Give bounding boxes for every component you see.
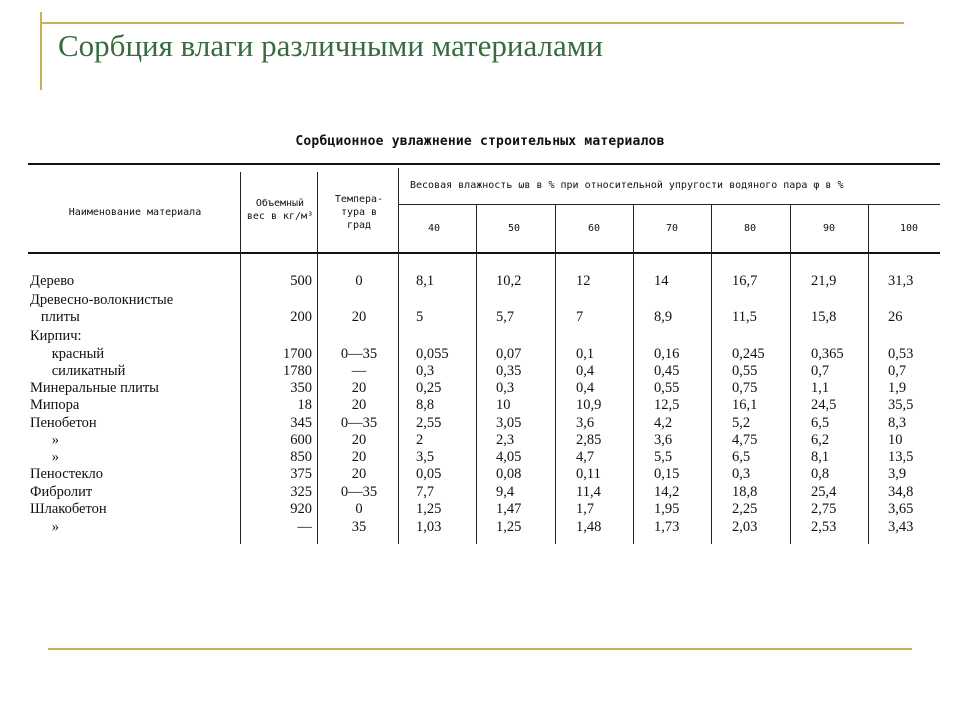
humidity-value-cell: 1,48 [576,519,602,535]
material-name-cell: Дерево [30,273,75,289]
humidity-value-cell: 0,25 [416,380,442,396]
humidity-value-cell: 2 [416,432,424,448]
humidity-value-cell: 3,9 [888,466,907,482]
humidity-value-cell: 1,47 [496,501,522,517]
density-cell: 500 [290,273,312,289]
column-rule [317,172,318,544]
material-name-cell: Кирпич: [30,328,82,344]
humidity-value-cell: 1,1 [811,380,830,396]
humidity-column-header: 60 [588,223,601,234]
humidity-value-cell: 4,05 [496,449,522,465]
humidity-value-cell: 5,7 [496,309,515,325]
header-bottom-rule [28,252,940,254]
humidity-value-cell: 8,9 [654,309,673,325]
humidity-value-cell: 5 [416,309,424,325]
humidity-column-header: 80 [744,223,757,234]
bottom-decor-line [48,648,912,650]
material-name-cell: Пеностекло [30,466,104,482]
density-cell: 920 [290,501,312,517]
temperature-cell: 0—35 [340,346,378,362]
humidity-value-cell: 2,25 [732,501,758,517]
density-cell: 18 [297,397,312,413]
humidity-value-cell: 1,7 [576,501,595,517]
humidity-value-cell: 3,6 [654,432,673,448]
humidity-value-cell: 0,75 [732,380,758,396]
humidity-value-cell: 0,4 [576,380,595,396]
humidity-value-cell: 0,4 [576,363,595,379]
humidity-value-cell: 0,11 [576,466,601,482]
humidity-value-cell: 14,2 [654,484,680,500]
humidity-value-cell: 0,3 [732,466,751,482]
humidity-column-header: 100 [900,223,919,234]
column-rule [711,205,712,544]
temperature-cell: 0—35 [340,415,378,431]
humidity-value-cell: 11,5 [732,309,757,325]
humidity-value-cell: 2,75 [811,501,837,517]
humidity-value-cell: 26 [888,309,903,325]
material-name-cell: » [30,449,59,465]
table-caption: Сорбционное увлажнение строительных материалов [295,134,665,149]
humidity-value-cell: 0,35 [496,363,522,379]
humidity-value-cell: 0,7 [888,363,907,379]
temperature-cell: 20 [351,466,367,482]
material-name-cell: » [30,432,59,448]
humidity-value-cell: 24,5 [811,397,837,413]
humidity-value-cell: 1,95 [654,501,680,517]
humidity-value-cell: 0,16 [654,346,680,362]
density-cell: 850 [290,449,312,465]
temperature-cell: 20 [351,309,367,325]
humidity-value-cell: 15,8 [811,309,837,325]
humidity-value-cell: 4,75 [732,432,758,448]
header-temp-line1: Темпера- [334,194,384,205]
header-density-line2: вес в кг/м³ [246,211,314,222]
humidity-value-cell: 3,6 [576,415,595,431]
material-name-cell: Фибролит [30,484,93,500]
humidity-value-cell: 6,2 [811,432,830,448]
density-cell: 345 [290,415,312,431]
temperature-cell: 20 [351,432,367,448]
humidity-value-cell: 5,5 [654,449,673,465]
humidity-value-cell: 10 [496,397,511,413]
humidity-value-cell: 5,2 [732,415,751,431]
temperature-cell: 20 [351,380,367,396]
column-rule [790,205,791,544]
density-cell: 1780 [283,363,312,379]
material-name-cell: Минеральные плиты [30,380,159,396]
density-cell: 325 [290,484,312,500]
humidity-value-cell: 18,8 [732,484,758,500]
temperature-cell: 0—35 [340,484,378,500]
column-rule [555,205,556,544]
humidity-value-cell: 4,7 [576,449,595,465]
humidity-value-cell: 1,25 [496,519,522,535]
density-cell: 375 [290,466,312,482]
material-name-cell: силикатный [30,363,126,379]
humidity-value-cell: 2,55 [416,415,442,431]
humidity-value-cell: 0,05 [416,466,442,482]
top-decor-line [40,22,904,24]
header-temp-line3: град [346,220,372,231]
humidity-value-cell: 0,245 [732,346,765,362]
header-density-line1: Объемный [255,198,305,209]
humidity-value-cell: 1,73 [654,519,680,535]
humidity-value-cell: 10,2 [496,273,522,289]
header-temp-line2: тура в [340,207,378,218]
left-decor-line [40,12,42,90]
column-rule [240,172,241,544]
humidity-value-cell: 13,5 [888,449,914,465]
slide-title: Сорбция влаги различными материалами [58,28,603,63]
humidity-value-cell: 8,1 [811,449,830,465]
humidity-value-cell: 0,45 [654,363,680,379]
column-rule [476,205,477,544]
column-rule [633,205,634,544]
humidity-value-cell: 16,7 [732,273,758,289]
density-cell: 1700 [283,346,312,362]
humidity-value-cell: 2,3 [496,432,515,448]
humidity-value-cell: 6,5 [811,415,830,431]
humidity-value-cell: 7,7 [416,484,435,500]
humidity-column-header: 50 [508,223,521,234]
humidity-value-cell: 1,25 [416,501,442,517]
humidity-value-cell: 3,05 [496,415,522,431]
humidity-value-cell: 16,1 [732,397,758,413]
humidity-value-cell: 3,5 [416,449,435,465]
humidity-value-cell: 0,08 [496,466,522,482]
material-name-cell: Шлакобетон [30,501,107,517]
humidity-value-cell: 12,5 [654,397,680,413]
humidity-value-cell: 0,8 [811,466,830,482]
humidity-value-cell: 12 [576,273,591,289]
temperature-cell: — [351,363,367,379]
temperature-cell: 20 [351,397,367,413]
humidity-value-cell: 6,5 [732,449,751,465]
humidity-value-cell: 3,43 [888,519,914,535]
temperature-cell: 35 [351,519,367,535]
humidity-subheader-rule [399,204,940,205]
humidity-value-cell: 11,4 [576,484,601,500]
humidity-value-cell: 4,2 [654,415,673,431]
material-name-cell: плиты [30,309,80,325]
humidity-value-cell: 25,4 [811,484,837,500]
density-cell: 200 [290,309,312,325]
density-cell: 600 [290,432,312,448]
humidity-value-cell: 2,53 [811,519,837,535]
density-cell: — [297,519,312,535]
humidity-column-header: 90 [823,223,836,234]
humidity-value-cell: 34,8 [888,484,914,500]
humidity-value-cell: 8,3 [888,415,907,431]
temperature-cell: 0 [355,273,363,289]
humidity-value-cell: 14 [654,273,669,289]
humidity-value-cell: 21,9 [811,273,837,289]
humidity-value-cell: 0,15 [654,466,680,482]
humidity-value-cell: 1,03 [416,519,442,535]
humidity-column-header: 40 [428,223,441,234]
humidity-value-cell: 8,8 [416,397,435,413]
humidity-value-cell: 8,1 [416,273,435,289]
humidity-value-cell: 0,3 [496,380,515,396]
humidity-value-cell: 0,55 [732,363,758,379]
humidity-value-cell: 0,53 [888,346,914,362]
material-name-cell: » [30,519,59,535]
material-name-cell: Древесно-волокнистые [30,292,174,308]
density-cell: 350 [290,380,312,396]
column-rule [868,205,869,544]
humidity-value-cell: 0,365 [811,346,844,362]
header-top-rule [28,163,940,165]
humidity-value-cell: 10,9 [576,397,602,413]
material-name-cell: Пенобетон [30,415,97,431]
header-humidity: Весовая влажность ωв в % при относительной упругости водяного пара φ в % [410,180,844,191]
humidity-value-cell: 2,85 [576,432,602,448]
humidity-value-cell: 10 [888,432,903,448]
material-name-cell: красный [30,346,105,362]
humidity-value-cell: 0,055 [416,346,449,362]
humidity-value-cell: 0,3 [416,363,435,379]
humidity-value-cell: 1,9 [888,380,907,396]
humidity-value-cell: 2,03 [732,519,758,535]
header-material-name: Наименование материала [68,207,202,218]
humidity-value-cell: 0,7 [811,363,830,379]
humidity-value-cell: 3,65 [888,501,914,517]
humidity-value-cell: 0,55 [654,380,680,396]
humidity-value-cell: 0,1 [576,346,595,362]
temperature-cell: 0 [355,501,363,517]
material-name-cell: Мипора [30,397,80,413]
humidity-value-cell: 7 [576,309,584,325]
humidity-value-cell: 0,07 [496,346,522,362]
humidity-column-header: 70 [666,223,679,234]
temperature-cell: 20 [351,449,367,465]
humidity-value-cell: 31,3 [888,273,914,289]
humidity-value-cell: 9,4 [496,484,515,500]
humidity-value-cell: 35,5 [888,397,914,413]
